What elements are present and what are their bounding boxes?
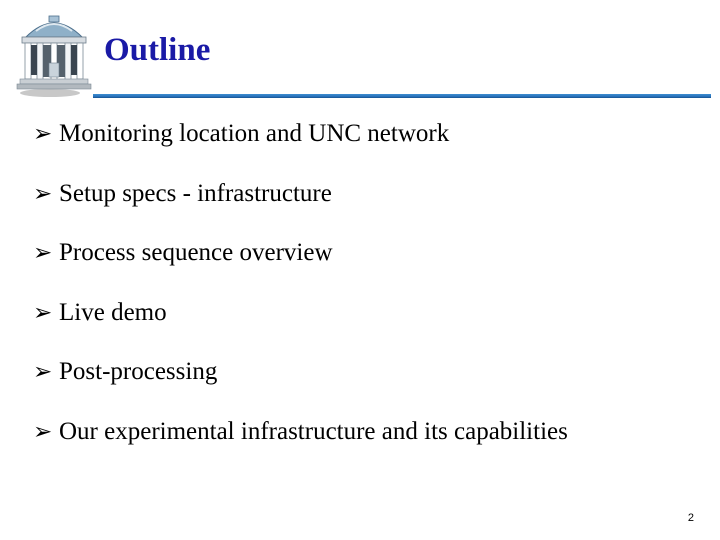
arrow-bullet-icon: ➢ bbox=[33, 180, 53, 206]
bullet-text: Setup specs - infrastructure bbox=[59, 179, 332, 207]
arrow-bullet-icon: ➢ bbox=[33, 121, 53, 146]
bullet-item bbox=[33, 418, 568, 478]
arrow-bullet-icon: ➢ bbox=[33, 299, 53, 325]
title-underline bbox=[93, 94, 711, 98]
arrow-bullet-icon: ➢ bbox=[33, 418, 53, 444]
bullet-item bbox=[33, 180, 568, 240]
bullet-text: Post-processing bbox=[59, 358, 218, 386]
page-number: 2 bbox=[687, 512, 694, 524]
bullet-item bbox=[33, 120, 568, 180]
bullet-text: Process sequence overview bbox=[59, 239, 333, 267]
bullet-text: Monitoring location and UNC network bbox=[59, 120, 450, 147]
arrow-bullet-icon: ➢ bbox=[33, 359, 53, 385]
bullet-text: Our experimental infrastructure and its capabilities bbox=[59, 417, 568, 445]
old-well-icon bbox=[16, 13, 92, 99]
bullet-item bbox=[33, 299, 568, 359]
slide-title: Outline bbox=[104, 32, 211, 68]
bullet-item bbox=[33, 358, 568, 418]
arrow-bullet-icon: ➢ bbox=[33, 240, 53, 266]
bullet-list bbox=[33, 120, 568, 478]
bullet-text: Live demo bbox=[59, 298, 167, 326]
bullet-item bbox=[33, 239, 568, 299]
